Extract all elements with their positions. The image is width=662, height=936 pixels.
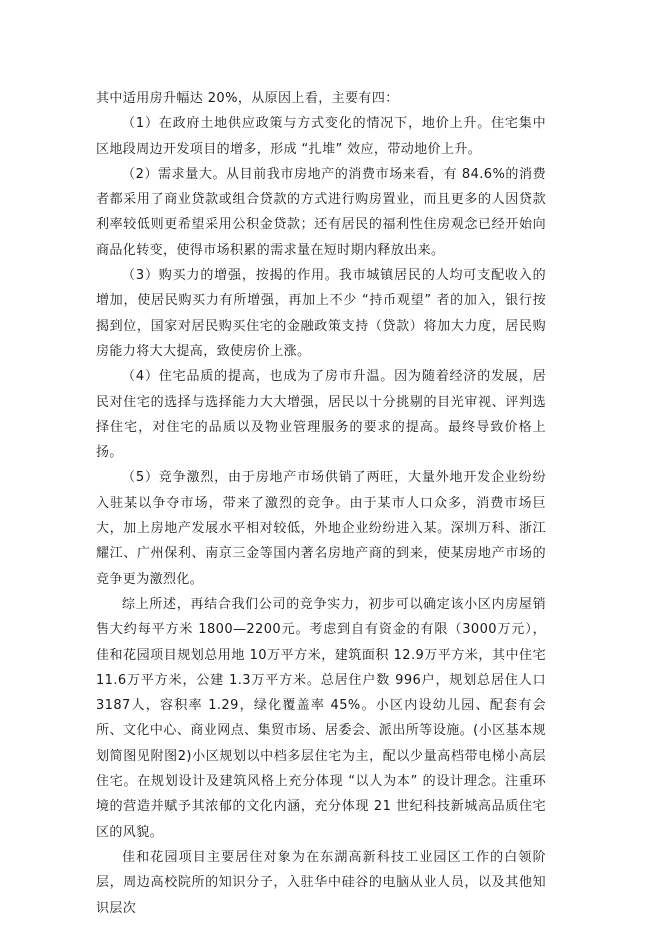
- paragraph-summary: 综上所述，再结合我们公司的竞争实力，初步可以确定该小区内房屋销售大约每平方米 1800—2200元。考虑到自有资金的有限（3000万元），佳和花园项目规划总用地 10万平方米，建筑面积 12.9万平方米，其中住宅 11.6万平方米，公建 1.3万平方米。总居住户数 996户，规划总居住人口 3187人，容积率 1.29，绿化覆盖率 45%。小区内设幼儿园、配套有会所、文化中心、商业网点、集贸市场、居委会、派出所等设施。(小区基本规划简图见附图2)小区规划以中档多层住宅为主，配以少量高档带电梯小高层住宅。在规划设计及建筑风格上充分体现 “以人为本” 的设计理念。注重环境的营造并赋予其浓郁的文化内涵，充分体现 21 世纪科技新城高品质住宅区的风貌。: [96, 596, 546, 840]
- paragraph-target-residents: 佳和花园项目主要居住对象为在东湖高新科技工业园区工作的白领阶层，周边高校院所的知识分子，入驻华中硅谷的电脑从业人员，以及其他知识层次: [96, 849, 546, 916]
- paragraph-reason-4: （4）住宅品质的提高，也成为了房市升温。因为随着经济的发展，居民对住宅的选择与选择能力大大增强，居民以十分挑剔的目光审视、评判选择住宅，对住宅的品质以及物业管理服务的要求的提高。最终导致价格上扬。: [96, 369, 546, 461]
- paragraph-reason-1: （1）在政府土地供应政策与方式变化的情况下，地价上升。住宅集中区地段周边开发项目的增多，形成 “扎堆” 效应，带动地价上升。: [96, 116, 546, 157]
- paragraph-reason-2: （2）需求量大。从目前我市房地产的消费市场来看，有 84.6%的消费者都采用了商业贷款或组合贷款的方式进行购房置业，而且更多的人因贷款利率较低则更希望采用公积金贷款；还有居民的福利性住房观念已经开始向商品化转变，使得市场积累的需求量在短时期内释放出来。: [96, 166, 546, 258]
- paragraph-reason-5: （5）竞争激烈，由于房地产市场供销了两旺，大量外地开发企业纷纷入驻某以争夺市场，带来了激烈的竞争。由于某市人口众多，消费市场巨大，加上房地产发展水平相对较低，外地企业纷纷进入某。深圳万科、浙江耀江、广州保利、南京三金等国内著名房地产商的到来，使某房地产市场的竞争更为激烈化。: [96, 470, 546, 587]
- paragraph-intro: 其中适用房升幅达 20%，从原因上看，主要有四：: [96, 91, 399, 106]
- paragraph-reason-3: （3）购买力的增强，按揭的作用。我市城镇居民的人均可支配收入的增加，使居民购买力有所增强，再加上不少 “持币观望” 者的加入，银行按揭到位，国家对居民购买住宅的金融政策支持（贷款）将加大力度，居民购房能力将大大提高，致使房价上涨。: [96, 268, 546, 359]
